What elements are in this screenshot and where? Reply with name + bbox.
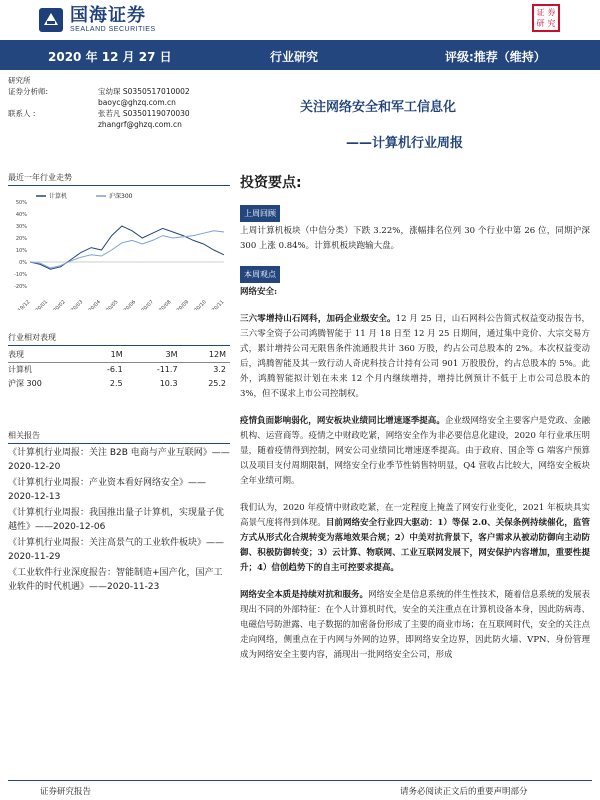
- y-tick-label: -20%: [14, 284, 27, 290]
- report-date: 2020 年 12 月 27 日: [48, 50, 172, 64]
- y-tick-label: 20%: [15, 236, 27, 242]
- weekly-review-text: 上周计算机板块（中信分类）下跌 3.22%，涨幅排名位列 30 个行业中第 26 位，同期沪深 300 上涨 0.84%。计算机板块跑输大盘。: [240, 226, 590, 251]
- analyst-label: 证券分析师:: [8, 87, 49, 96]
- related-report-item[interactable]: 《计算机行业周报：关注 B2B 电商与产业互联网》——2020-12-20: [8, 448, 230, 472]
- analyst-info: [8, 75, 238, 130]
- logo-cn-text: 国海证券: [70, 5, 146, 26]
- paragraph-3: 我们认为，2020 年疫情中财政吃紧，在一定程度上掩盖了网安行业变化，2021 年板块具实高景气度将得到体现。目前网络安全行业四大驱动：1）等保 2.0、关保条例持续催化，监管方式从形式化合规转变为落地效果合规；2）中美对抗背景下，客户需求从被动防御向主动防御、积极防御转变；3）云计算、物联网、工业互联网发展下，网安保护内容增加，重要性提升；4）信创趋势下的自主可控要求提高。: [240, 503, 590, 573]
- company-logo: [38, 6, 156, 33]
- related-report-item[interactable]: 《计算机行业周报：关注高景气的工业软件板块》——2020-11-29: [8, 538, 225, 562]
- report-subtitle: ——计算机行业周报: [346, 136, 464, 151]
- view-subheading: 网络安全:: [240, 287, 278, 297]
- trend-chart-section: [8, 172, 230, 310]
- table-row: 沪深 300 2.5 10.3 25.2: [8, 378, 226, 388]
- x-tick-label: 19/12: [16, 299, 32, 310]
- footer-right-text: 请务必阅读正文后的重要声明部分: [400, 787, 528, 797]
- investment-summary: [240, 176, 590, 675]
- related-report-item[interactable]: 《工业软件行业深度报告：智能制造+国产化，国产工业软件的时代机遇》——2020-11-23: [8, 568, 223, 592]
- paragraph-1: 三六零增持山石网科，加码企业级安全。12 月 25 日，山石网科公告简式权益变动报告书，三六零全资子公司鸿腾智能于 11 月 18 日至 12 月 25 日期间，通过集中竞价、大宗交易方式，累计增持公司无限售条件流通股共计 360 万股，约占公司总股本的 2%。本次权益变动后，鸿腾智能及其一致行动人奇虎科技合计持有公司 901 万股股份，约占总股本的 5%。此外，鸿腾智能拟计划在未来 12 个月内继续增持，增持比例预计不低于上市公司总股本的 3%，但不谋求上市公司控制权。: [240, 314, 590, 399]
- company-seal: 证 券 研 究: [532, 4, 560, 32]
- tag-weekly-review: 上周回顾: [240, 205, 280, 222]
- related-reports-heading: 相关报告: [8, 430, 230, 444]
- x-tick-label: 20/08: [158, 299, 173, 310]
- logo-en-text: SEALAND SECURITIES: [70, 26, 156, 33]
- legend-label: 沪深300: [109, 193, 133, 200]
- related-reports-list: [8, 446, 230, 596]
- y-tick-label: 40%: [15, 212, 27, 218]
- trend-chart-svg: [8, 190, 230, 310]
- investment-title: 投资要点:: [240, 175, 302, 191]
- related-report-item[interactable]: 《计算机行业周报：我国推出量子计算机，实现量子优越性》——2020-12-06: [8, 508, 225, 532]
- report-rating: 评级:推荐（维持）: [445, 50, 546, 64]
- performance-heading: 行业相对表现: [8, 332, 230, 346]
- y-tick-label: 30%: [15, 224, 27, 230]
- x-tick-label: 20/01: [34, 299, 50, 310]
- x-tick-label: 20/06: [122, 299, 138, 310]
- contact-label: 联系人 :: [8, 109, 36, 118]
- report-banner: [0, 40, 600, 70]
- table-row: 计算机 -6.1 -11.7 3.2: [8, 364, 226, 374]
- y-tick-label: 50%: [15, 200, 27, 206]
- x-tick-label: 20/09: [175, 299, 191, 310]
- series-line-0: [30, 226, 224, 269]
- x-tick-label: 20/03: [69, 299, 85, 310]
- tag-weekly-view: 本周观点: [240, 266, 280, 283]
- footer-left-text: 证券研究报告: [40, 787, 92, 797]
- y-tick-label: -10%: [14, 272, 27, 278]
- x-tick-label: 20/07: [140, 299, 155, 310]
- x-tick-label: 20/10: [193, 299, 208, 310]
- table-header-row: 表现 1M 3M 12M: [8, 348, 230, 362]
- series-line-1: [30, 231, 224, 268]
- logo-mark-icon: [38, 7, 64, 33]
- footer-divider: [8, 780, 592, 781]
- contact-email[interactable]: zhangrf@ghzq.com.cn: [98, 120, 182, 129]
- trend-chart: [8, 190, 230, 310]
- x-tick-label: 20/04: [87, 299, 102, 310]
- performance-table: [8, 348, 230, 390]
- y-tick-label: 0%: [19, 260, 27, 266]
- x-tick-label: 20/02: [52, 299, 67, 310]
- paragraph-4: 网络安全本质是持续对抗和服务。网络安全是信息系统的伴生性技术，随着信息系统的发展表现出不同的外部特征：在个人计算机时代，安全的关注重点在计算机设备本身，因此防病毒、电磁信号防泄露、电子数据的加密备份形成了主要的商业市场；在互联网时代，安全的关注点走向网络，侧重点在于内网与外网的边界，即网络安全边界，因此防火墙、VPN、身份管理成为网络安全主要内容，涌现出一批网络安全公司，形成: [240, 590, 590, 660]
- analyst-name: 宝幼琛 S0350517010002: [98, 87, 190, 96]
- contact-name: 张若凡 S0350119070030: [98, 109, 190, 118]
- legend-label: 计算机: [49, 193, 68, 200]
- institute-label: 研究所: [8, 76, 31, 85]
- analyst-email[interactable]: baoyc@ghzq.com.cn: [98, 98, 176, 107]
- report-type: 行业研究: [270, 50, 319, 64]
- report-title: 关注网络安全和军工信息化: [300, 100, 457, 115]
- related-report-item[interactable]: 《计算机行业周报：产业资本看好网络安全》——2020-12-13: [8, 478, 207, 502]
- x-tick-label: 20/05: [105, 299, 120, 310]
- trend-chart-heading: 最近一年行业走势: [8, 172, 230, 186]
- paragraph-2: 疫情負面影响弱化，网安板块业绩同比增速逐季提高。企业级网络安全主要客户是党政、金融机构、运营商等。疫情之中财政吃紧，网络安全作为非必要信息化建设，2020 年行业承压明显，随着疫情得到控制，网安公司业绩同比增速逐季提高。由于政府、国企等 G 端客户预算以及项目支付周期限制，网络安全行业季节性销售特明显，Q4 营收占比较大，网络安全板块全年业绩可期。: [240, 416, 590, 486]
- y-tick-label: 10%: [15, 248, 27, 254]
- x-tick-label: 20/11: [210, 299, 226, 310]
